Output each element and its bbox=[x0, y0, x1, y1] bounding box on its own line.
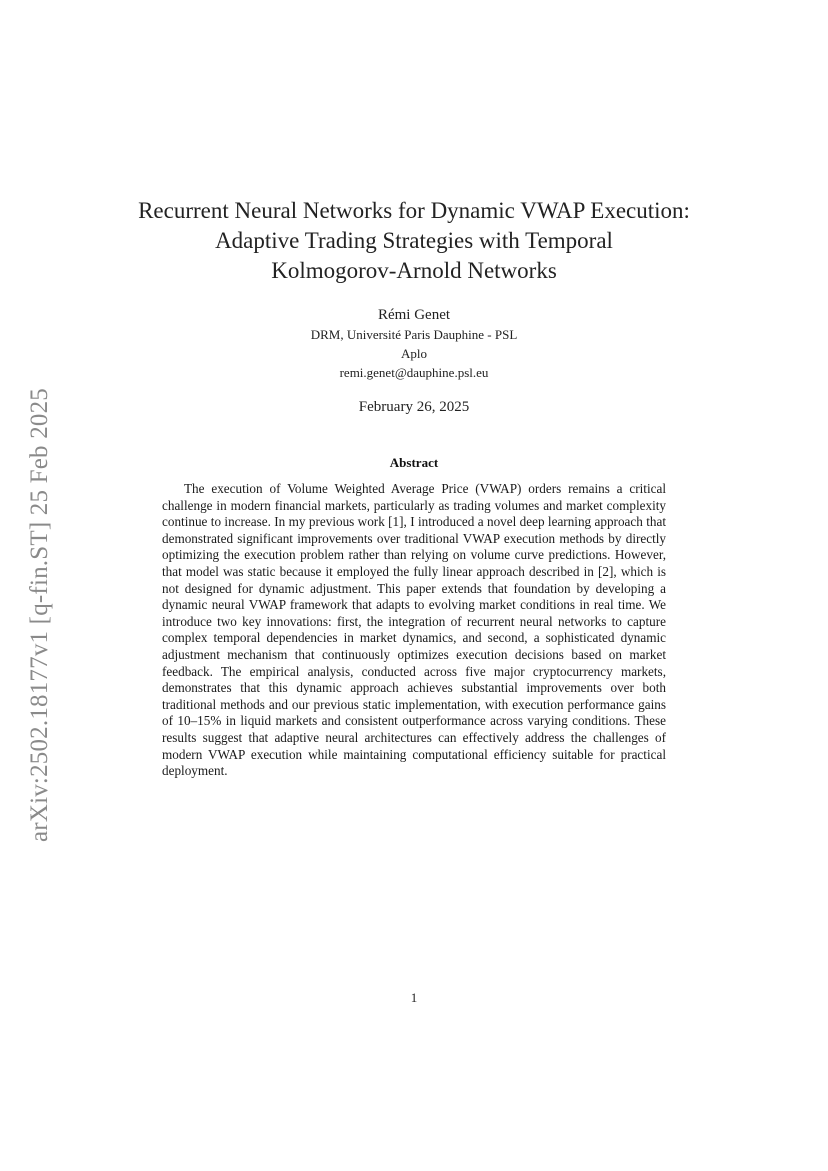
author-name: Rémi Genet bbox=[377, 307, 451, 323]
author-affiliation-2: Aplo bbox=[401, 346, 427, 361]
paper-date: February 26, 2025 bbox=[358, 399, 470, 415]
paper-title bbox=[100, 196, 728, 286]
abstract-heading: Abstract bbox=[389, 455, 439, 470]
author-email: remi.genet@dauphine.psl.eu bbox=[339, 365, 489, 380]
author-affiliation: DRM, Université Paris Dauphine - PSL bbox=[310, 327, 518, 342]
arxiv-identifier: arXiv:2502.18177v1 [q-fin.ST] 25 Feb 2025 bbox=[26, 388, 53, 842]
title-line-3: Kolmogorov-Arnold Networks bbox=[271, 258, 557, 283]
abstract-body: The execution of Volume Weighted Average Price (VWAP) orders remains a critical challenge in modern financial markets, particularly as trading volumes and market complexity continue to increase. In my previous work [1], I introduced a novel deep learning approach that demonstrated significant improvements over traditional VWAP execution methods by directly optimizing the execution problem rather than relying on volume curve predictions. However, that model was static because it employed the fully linear approach described in [2], which is not designed for dynamic adjustment. This paper extends that foundation by developing a dynamic neural VWAP framework that adapts to evolving market conditions in real time. We introduce two key innovations: first, the integration of recurrent neural networks to capture complex temporal dependencies in market dynamics, and second, a sophisticated dynamic adjustment mechanism that continuously optimizes execution decisions based on market feedback. The empirical analysis, conducted across five major cryptocurrency markets, demonstrates that this dynamic approach achieves substantial improvements over both traditional methods and our previous static implementation, with execution performance gains of 10–15% in liquid markets and consistent outperformance across varying conditions. These results suggest that adaptive neural architectures can effectively address the challenges of modern VWAP execution while maintaining computational efficiency suitable for practical deployment. bbox=[162, 481, 666, 779]
title-line-1: Recurrent Neural Networks for Dynamic VWAP Execution: bbox=[138, 198, 690, 223]
page-number: 1 bbox=[410, 990, 418, 1005]
title-line-2: Adaptive Trading Strategies with Temporal bbox=[215, 228, 613, 253]
author-block bbox=[214, 305, 614, 382]
